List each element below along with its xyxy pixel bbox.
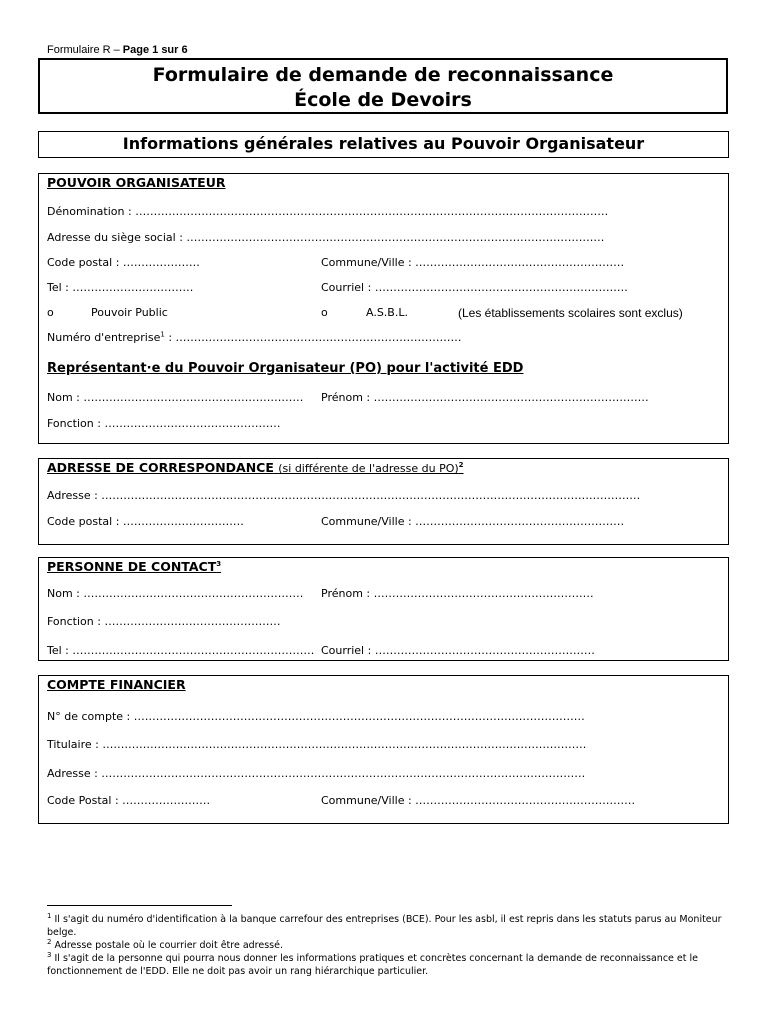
corresp-commune-field[interactable]: Commune/Ville : ………………………………………………… — [321, 515, 625, 528]
footnote-number: 1 — [47, 911, 52, 920]
header-page-number: Page 1 sur 6 — [122, 44, 188, 56]
contact-courriel-field[interactable]: Courriel : …………………………………………………… — [321, 644, 595, 657]
form-subtitle-school: École de Devoirs — [294, 89, 472, 111]
section-heading: Informations générales relatives au Pouvoir Organisateur — [38, 131, 729, 158]
tel-field[interactable]: Tel : …………………………… — [47, 281, 194, 294]
compte-commune-field[interactable]: Commune/Ville : …………………………………………………… — [321, 794, 636, 807]
page-header — [47, 44, 188, 56]
code-postal-field[interactable]: Code postal : ………………… — [47, 256, 200, 269]
section-title-text: ADRESSE DE CORRESPONDANCE — [47, 460, 274, 475]
compte-code-postal-field[interactable]: Code Postal : …………………… — [47, 794, 211, 807]
footnote-number: 3 — [47, 950, 52, 959]
courriel-field[interactable]: Courriel : …………………………………………………………… — [321, 281, 628, 294]
footnote-ref-2: 2 — [458, 460, 464, 469]
footnote-1 — [47, 911, 727, 939]
contact-tel-field[interactable]: Tel : ………………………………………………………… — [47, 644, 315, 657]
section-personne-contact — [38, 557, 729, 661]
footnote-separator — [47, 905, 232, 906]
radio-asbl[interactable]: o — [321, 306, 328, 319]
footnote-3 — [47, 950, 727, 978]
section-title: COMPTE FINANCIER — [47, 677, 186, 692]
footnote-text: Il s'agit de la personne qui pourra nous donner les informations pratiques et concrètes concernant la demande de reconnaissance et le fonctionnement de l'EDD. Elle ne doit pas avoir un rang hiérarchique particulier. — [47, 953, 698, 977]
numero-label: Numéro d'entreprise — [47, 331, 161, 344]
rep-nom-field[interactable]: Nom : …………………………………………………… — [47, 391, 304, 404]
contact-fonction-field[interactable]: Fonction : ………………………………………… — [47, 615, 281, 628]
corresp-adresse-field[interactable]: Adresse : ………………………………………………………………………………………………………………………………… — [47, 489, 641, 502]
corresp-code-postal-field[interactable]: Code postal : …………………………… — [47, 515, 244, 528]
option-label-public: Pouvoir Public — [91, 306, 168, 319]
denomination-field[interactable]: Dénomination : ………………………………………………………………………………………………………………… — [47, 205, 609, 218]
rep-prenom-field[interactable]: Prénom : ………………………………………………………………… — [321, 391, 649, 404]
numero-dots: : …………………………………………………………………… — [164, 331, 462, 344]
rep-fonction-field[interactable]: Fonction : ………………………………………… — [47, 417, 281, 430]
numero-compte-field[interactable]: N° de compte : …………………………………………………………………………………………………………… — [47, 710, 585, 723]
section-title — [47, 559, 221, 574]
form-title: Formulaire de demande de reconnaissance — [152, 64, 614, 86]
representant-title: Représentant·e du Pouvoir Organisateur (PO) pour l'activité EDD — [47, 361, 524, 376]
section-compte-financier — [38, 675, 729, 824]
radio-pouvoir-public[interactable]: o — [47, 306, 54, 319]
titulaire-field[interactable]: Titulaire : …………………………………………………………………………………………………………………… — [47, 738, 587, 751]
footnote-text: Adresse postale où le courrier doit être adressé. — [51, 940, 283, 951]
footnote-text: Il s'agit du numéro d'identification à la banque carrefour des entreprises (BCE). Pour les asbl, il est repris dans les statuts parus au Moniteur belge. — [47, 914, 722, 938]
commune-field[interactable]: Commune/Ville : ………………………………………………… — [321, 256, 625, 269]
footnote-number: 2 — [47, 937, 52, 946]
section-pouvoir-organisateur — [38, 173, 729, 444]
numero-entreprise-field[interactable] — [47, 331, 462, 344]
footnote-ref-3: 3 — [216, 559, 222, 568]
footnote-ref-1: 1 — [160, 330, 165, 339]
section-title-text: PERSONNE DE CONTACT — [47, 559, 217, 574]
option-label-asbl: A.S.B.L. — [366, 306, 408, 319]
footnote-2 — [47, 937, 727, 953]
contact-prenom-field[interactable]: Prénom : …………………………………………………… — [321, 587, 594, 600]
adresse-siege-field[interactable]: Adresse du siège social : …………………………………………………………………………………………………… — [47, 231, 605, 244]
option-note: (Les établissements scolaires sont exclus) — [458, 306, 683, 320]
section-title — [47, 460, 464, 475]
section-title-note: (si différente de l'adresse du PO) — [278, 462, 459, 475]
form-title-box — [38, 58, 728, 114]
header-form-label: Formulaire R – — [47, 44, 123, 56]
section-adresse-correspondance — [38, 458, 729, 545]
contact-nom-field[interactable]: Nom : …………………………………………………… — [47, 587, 304, 600]
section-title: POUVOIR ORGANISATEUR — [47, 175, 226, 190]
compte-adresse-field[interactable]: Adresse : …………………………………………………………………………………………………………………… — [47, 767, 586, 780]
